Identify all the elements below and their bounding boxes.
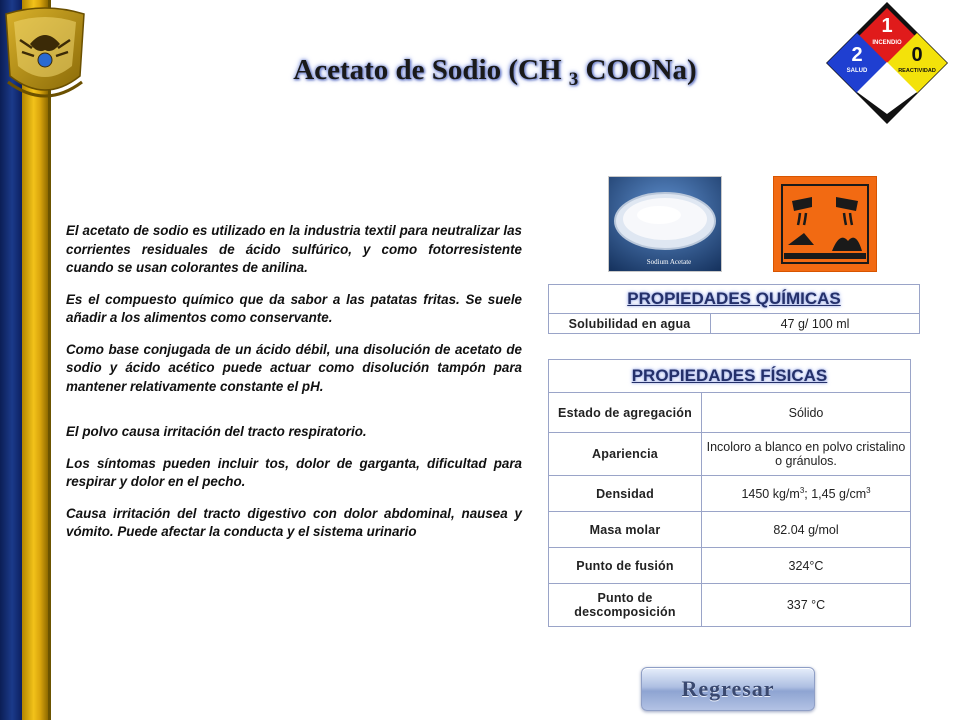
paragraph-symptoms: Los síntomas pueden incluir tos, dolor de garganta, dificultad para respirar y dolor en el pecho. bbox=[66, 455, 522, 489]
physical-properties-header: PROPIEDADES FÍSICAS bbox=[549, 360, 911, 393]
table-row bbox=[549, 512, 911, 548]
table-row bbox=[549, 314, 920, 334]
left-stripe-blue bbox=[0, 0, 22, 720]
solubility-value: 47 g/ 100 ml bbox=[711, 314, 920, 334]
left-stripe-edge bbox=[48, 0, 51, 720]
table-row bbox=[549, 548, 911, 584]
page-title bbox=[220, 54, 770, 90]
title-main: Acetato de Sodio (CH bbox=[293, 54, 569, 86]
molar-mass-label: Masa molar bbox=[549, 512, 702, 548]
table-row bbox=[549, 393, 911, 433]
paragraph-respiratory: El polvo causa irritación del tracto respiratorio. bbox=[66, 424, 367, 439]
state-label: Estado de agregación bbox=[549, 393, 702, 433]
state-value: Sólido bbox=[702, 393, 911, 433]
nfpa-reactivity-label: REACTIVIDAD bbox=[898, 68, 936, 74]
table-row bbox=[549, 476, 911, 512]
back-button[interactable]: Regresar bbox=[641, 667, 815, 711]
nfpa-reactivity-value: 0 bbox=[911, 44, 923, 66]
physical-properties-table bbox=[548, 359, 911, 627]
title-tail: COONa) bbox=[578, 54, 697, 86]
melting-point-label: Punto de fusión bbox=[549, 548, 702, 584]
solubility-label: Solubilidad en agua bbox=[549, 314, 711, 334]
appearance-value: Incoloro a blanco en polvo cristalino o gránulos. bbox=[702, 433, 911, 476]
chemical-properties-header: PROPIEDADES QUÍMICAS bbox=[549, 285, 920, 314]
nfpa-health-label: SALUD bbox=[846, 68, 868, 74]
title-subscript: 3 bbox=[568, 69, 579, 90]
paragraph-buffer: Como base conjugada de un ácido débil, una disolución de acetato de sodio y ácido acético puede actuar como disolución tampón para mantener relativamente constante el pH. bbox=[66, 341, 522, 394]
paragraph-uses: El acetato de sodio es utilizado en la industria textil para neutralizar las corrientes residuales de ácido sulfúrico, y como fotorresistente cuando se usan colorantes de anilina. bbox=[66, 223, 522, 275]
university-crest-logo bbox=[0, 4, 90, 108]
paragraph-flavor: Es el compuesto químico que da sabor a las patatas fritas. Se suele añadir a los alimentos como conservante. bbox=[66, 291, 522, 325]
table-row bbox=[549, 584, 911, 627]
description-text bbox=[66, 222, 522, 555]
nfpa-fire-value: 1 bbox=[881, 15, 893, 37]
table-row bbox=[549, 433, 911, 476]
molar-mass-value: 82.04 g/mol bbox=[702, 512, 911, 548]
decomposition-point-label: Punto de descomposición bbox=[549, 584, 702, 627]
appearance-label: Apariencia bbox=[549, 433, 702, 476]
nfpa-diamond-icon bbox=[824, 0, 950, 126]
photo-caption: Sodium Acetate bbox=[646, 258, 692, 266]
nfpa-fire-label: INCENDIO bbox=[872, 40, 902, 46]
paragraph-digestive: Causa irritación del tracto digestivo con dolor abdominal, nausea y vómito. Puede afectar la conducta y el sistema urinario bbox=[66, 505, 522, 539]
corrosive-hazard-icon bbox=[773, 176, 877, 272]
nfpa-health-value: 2 bbox=[851, 44, 863, 66]
melting-point-value: 324°C bbox=[702, 548, 911, 584]
density-value: 1450 $kg/m^3$; 1,45 $g/cm^3$ bbox=[702, 476, 911, 512]
left-stripe-gold bbox=[22, 0, 48, 720]
density-label: Densidad bbox=[549, 476, 702, 512]
chemical-properties-table bbox=[548, 284, 920, 334]
decomposition-point-value: 337 °C bbox=[702, 584, 911, 627]
